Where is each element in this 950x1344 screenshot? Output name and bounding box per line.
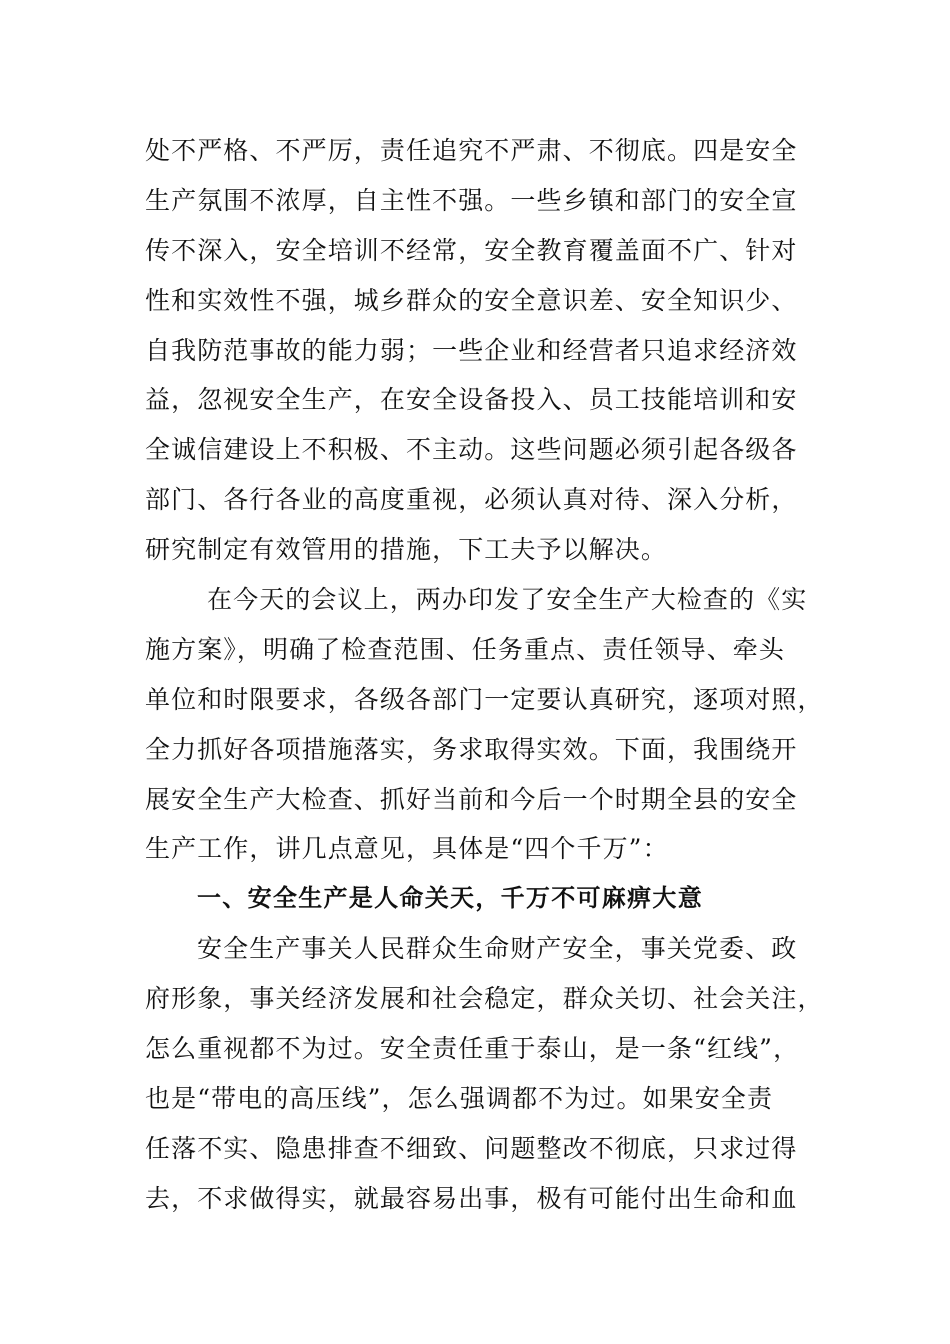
section-heading: 一、安全生产是人命关天，千万不可麻痹大意	[197, 884, 703, 913]
text-line: 去，不求做得实，就最容易出事，极有可能付出生命和血	[145, 1183, 798, 1213]
text-line: 性和实效性不强，城乡群众的安全意识差、安全知识少、	[145, 285, 798, 315]
text-line: 传不深入，安全培训不经常，安全教育覆盖面不广、针对	[145, 235, 798, 265]
text-line: 部门、各行各业的高度重视，必须认真对待、深入分析，	[145, 485, 798, 515]
document-body	[145, 126, 824, 1224]
text-line: 全力抓好各项措施落实，务求取得实效。下面，我围绕开	[145, 734, 798, 764]
text-line: 也是“带电的高压线”，怎么强调都不为过。如果安全责	[145, 1083, 774, 1113]
paragraph-start-line: 安全生产事关人民群众生命财产安全，事关党委、政	[197, 934, 798, 964]
text-line: 单位和时限要求，各级各部门一定要认真研究，逐项对照，	[145, 684, 824, 714]
text-line: 研究制定有效管用的措施，下工夫予以解决。	[145, 535, 668, 565]
text-line: 处不严格、不严厉，责任追究不严肃、不彻底。四是安全	[145, 136, 798, 165]
text-line: 生产工作，讲几点意见，具体是“四个千万”：	[145, 834, 669, 864]
text-line: 府形象，事关经济发展和社会稳定，群众关切、社会关注，	[145, 984, 824, 1014]
text-line: 展安全生产大检查、抓好当前和今后一个时期全县的安全	[145, 784, 798, 814]
text-line: 施方案》，明确了检查范围、任务重点、责任领导、牵头	[145, 634, 786, 664]
text-line: 益，忽视安全生产，在安全设备投入、员工技能培训和安	[145, 385, 798, 415]
text-line: 怎么重视都不为过。安全责任重于泰山，是一条“红线”，	[145, 1034, 800, 1064]
text-line: 生产氛围不浓厚，自主性不强。一些乡镇和部门的安全宣	[145, 185, 798, 215]
text-line: 任落不实、隐患排查不细致、问题整改不彻底，只求过得	[145, 1133, 798, 1163]
text-line: 全诚信建设上不积极、不主动。这些问题必须引起各级各	[145, 435, 798, 465]
text-line: 自我防范事故的能力弱；一些企业和经营者只追求经济效	[145, 335, 798, 365]
paragraph-start-line: 在今天的会议上，两办印发了安全生产大检查的《实	[207, 585, 808, 615]
